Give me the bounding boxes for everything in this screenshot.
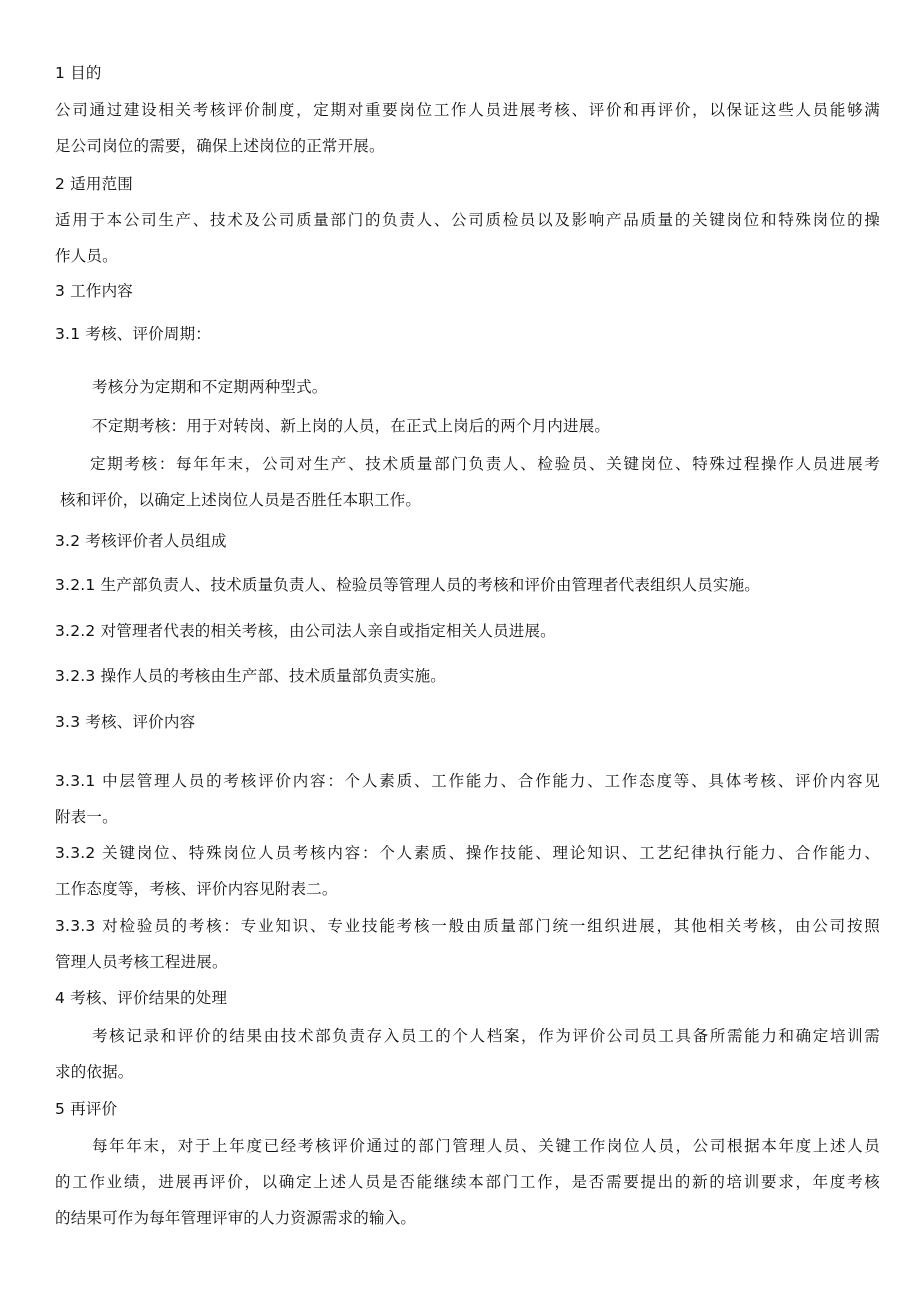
section-3-3-2-item-cont: 工作态度等，考核、评价内容见附表二。 [55, 880, 338, 898]
section-2-paragraph-line: 作人员。 [55, 247, 118, 265]
section-3-2-3-item: 3.2.3 操作人员的考核由生产部、技术质量部负责实施。 [55, 667, 446, 685]
section-3-3-1-item: 3.3.1 中层管理人员的考核评价内容：个人素质、工作能力、合作能力、工作态度等、具体考核、评价内容见 [55, 772, 880, 790]
section-3-3-1-item-cont: 附表一。 [55, 808, 118, 826]
section-3-3-heading: 3.3 考核、评价内容 [55, 713, 196, 731]
section-3-2-2-item: 3.2.2 对管理者代表的相关考核，由公司法人亲自或指定相关人员进展。 [55, 622, 556, 640]
section-1-paragraph-line: 足公司岗位的需要，确保上述岗位的正常开展。 [55, 137, 385, 155]
section-5-paragraph-line: 每年年末，对于上年度已经考核评价通过的部门管理人员、关键工作岗位人员，公司根据本年度上述人员 [92, 1137, 880, 1155]
section-4-paragraph-line: 求的依据。 [55, 1063, 134, 1081]
section-4-heading: 4 考核、评价结果的处理 [55, 989, 228, 1007]
section-3-2-heading: 3.2 考核评价者人员组成 [55, 532, 227, 550]
section-3-1-line: 定期考核：每年年末，公司对生产、技术质量部门负责人、检验员、关键岗位、特殊过程操作人员进展考 [90, 455, 880, 473]
section-1-heading: 1 目的 [55, 64, 102, 82]
section-1-paragraph-line: 公司通过建设相关考核评价制度，定期对重要岗位工作人员进展考核、评价和再评价，以保证这些人员能够满 [55, 101, 880, 119]
section-3-1-line: 核和评价，以确定上述岗位人员是否胜任本职工作。 [60, 491, 422, 509]
section-3-3-2-item: 3.3.2 关键岗位、特殊岗位人员考核内容：个人素质、操作技能、理论知识、工艺纪律执行能力、合作能力、 [55, 844, 880, 862]
section-3-2-1-item: 3.2.1 生产部负责人、技术质量负责人、检验员等管理人员的考核和评价由管理者代表组织人员实施。 [55, 576, 760, 594]
section-5-paragraph-line: 的工作业绩，进展再评价，以确定上述人员是否能继续本部门工作，是否需要提出的新的培训要求，年度考核 [55, 1173, 880, 1191]
section-3-3-3-item: 3.3.3 对检验员的考核：专业知识、专业技能考核一般由质量部门统一组织进展，其他相关考核，由公司按照 [55, 917, 880, 935]
section-3-heading: 3 工作内容 [55, 282, 133, 300]
section-5-paragraph-line: 的结果可作为每年管理评审的人力资源需求的输入。 [55, 1209, 417, 1227]
section-4-paragraph-line: 考核记录和评价的结果由技术部负责存入员工的个人档案，作为评价公司员工具备所需能力和确定培训需 [92, 1027, 880, 1045]
section-2-heading: 2 适用范围 [55, 175, 133, 193]
section-3-1-line: 考核分为定期和不定期两种型式。 [92, 378, 328, 396]
section-5-heading: 5 再评价 [55, 1100, 118, 1118]
section-3-1-line: 不定期考核：用于对转岗、新上岗的人员，在正式上岗后的两个月内进展。 [92, 417, 611, 435]
section-2-paragraph-line: 适用于本公司生产、技术及公司质量部门的负责人、公司质检员以及影响产品质量的关键岗位和特殊岗位的操 [55, 211, 880, 229]
section-3-1-heading: 3.1 考核、评价周期： [55, 325, 211, 343]
section-3-3-3-item-cont: 管理人员考核工程进展。 [55, 953, 228, 971]
